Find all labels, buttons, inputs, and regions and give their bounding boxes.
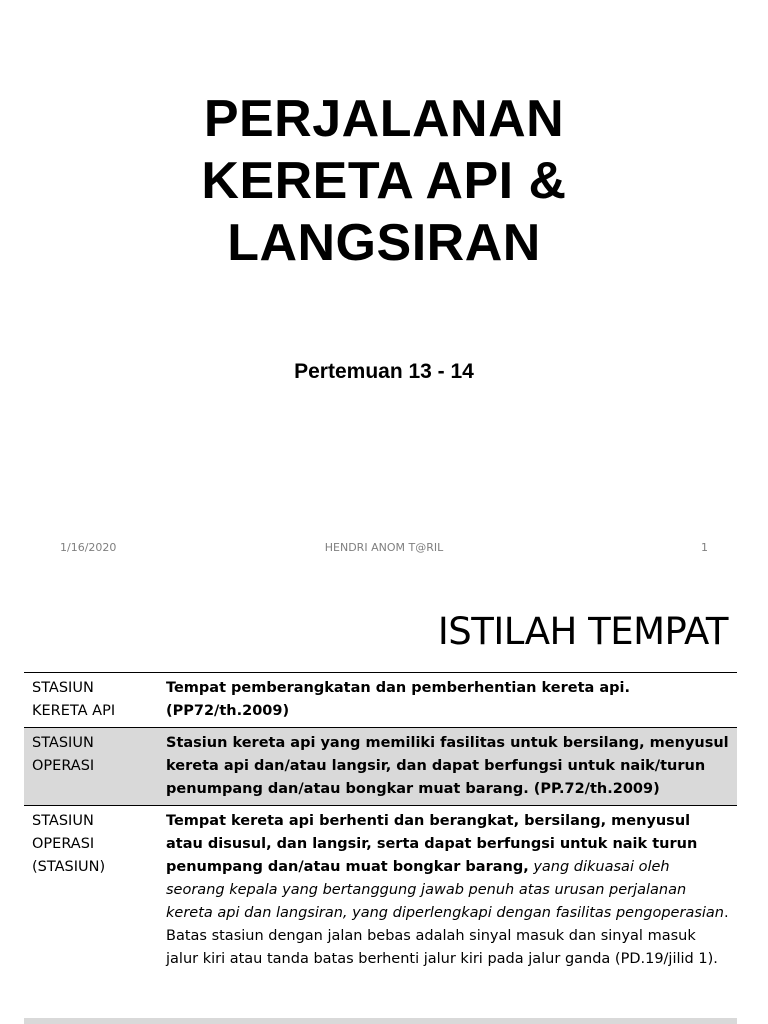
- title-line-1: PERJALANAN: [203, 90, 565, 148]
- footer-date: 1/16/2020: [60, 541, 117, 554]
- table-row: [24, 728, 737, 806]
- table-row: [24, 673, 737, 728]
- definition-text-period: .: [724, 905, 729, 921]
- definition-text-italic: yang dikuasai oleh seorang kepala yang bertanggung jawab penuh atas urusan perjalanan kereta api dan langsiran, yang diperlengkapi dengan fasilitas pengoperasian: [166, 859, 724, 921]
- definition-text-extra: Batas stasiun dengan jalan bebas adalah sinyal masuk dan sinyal masuk jalur kiri atau tanda batas berhenti jalur kiri pada jalur ganda (PD.19/jilid 1).: [166, 928, 718, 967]
- definition-text: Tempat pemberangkatan dan pemberhentian kereta api. (PP72/th.2009): [166, 680, 630, 719]
- slide-title: ISTILAH TEMPAT: [437, 610, 728, 653]
- term-cell: STASIUN OPERASI: [32, 735, 95, 774]
- slide-title: [0, 88, 768, 274]
- title-line-3: LANGSIRAN: [227, 214, 541, 272]
- definition-cell: [158, 806, 737, 976]
- slide-subtitle: Pertemuan 13 - 14: [294, 360, 474, 383]
- definition-text: Stasiun kereta api yang memiliki fasilitas untuk bersilang, menyusul kereta api dan/atau langsir, dan dapat berfungsi untuk naik/turun penumpang dan/atau bongkar muat barang. (PP.72/th.2009): [166, 735, 729, 797]
- next-row-shading: [24, 1018, 737, 1024]
- footer-page-number: 1: [701, 541, 708, 554]
- term-cell: STASIUN OPERASI (STASIUN): [32, 813, 106, 875]
- term-cell: STASIUN KERETA API: [32, 680, 116, 719]
- footer-author: HENDRI ANOM T@RIL: [324, 541, 444, 554]
- slide-divider: [0, 576, 768, 584]
- terms-slide: [0, 584, 768, 1024]
- table-row: [24, 806, 737, 976]
- title-line-2: KERETA API &: [201, 152, 567, 210]
- definition-text-bold: Tempat kereta api berhenti dan berangkat, bersilang, menyusul atau disusul, dan langsir, serta dapat berfungsi untuk naik turun penumpang dan/atau muat bongkar barang,: [166, 813, 698, 875]
- terms-table: [24, 672, 737, 975]
- definition-cell: [158, 673, 737, 728]
- definition-cell: [158, 728, 737, 806]
